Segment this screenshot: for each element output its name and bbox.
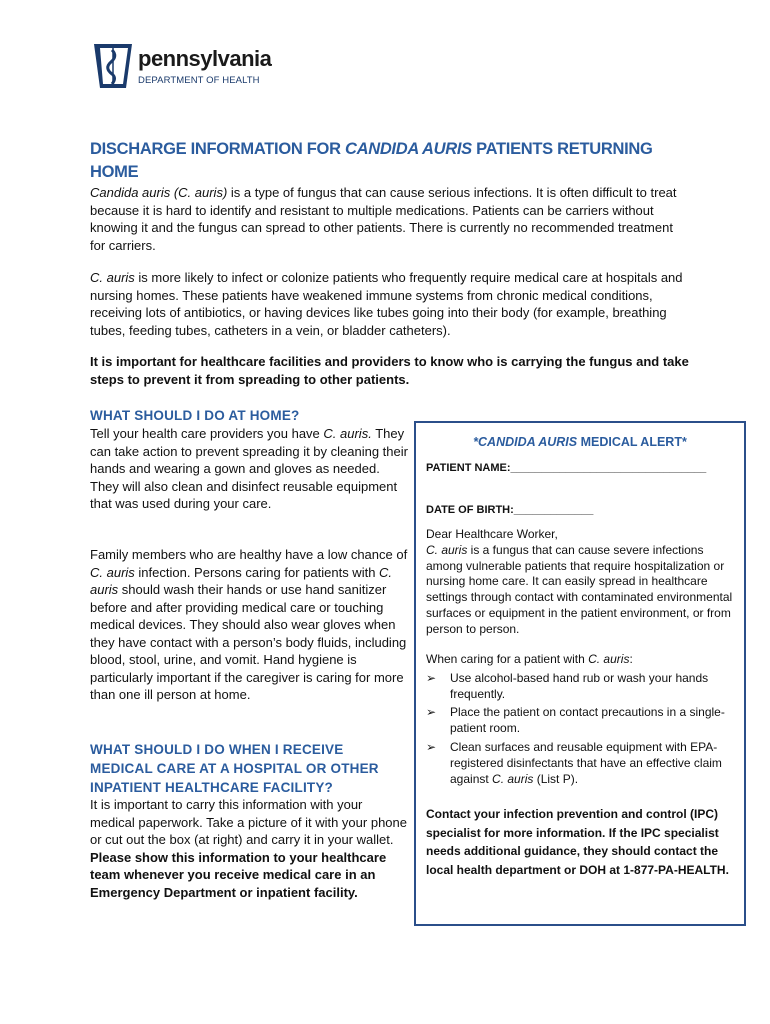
list-item: ➢ Clean surfaces and reusable equipment with EPA-registered disinfectants that have an effective claim against C. auris (List P). [426, 739, 722, 786]
page-title: DISCHARGE INFORMATION FOR CANDIDA AURIS PATIENTS RETURNING HOME [90, 140, 653, 181]
receive-care-heading: WHAT SHOULD I DO WHEN I RECEIVE MEDICAL CARE AT A HOSPITAL OR OTHER INPATIENT HEALTHCARE FACILITY? [90, 742, 379, 795]
intro-paragraph-1: Candida auris (C. auris) is a type of fungus that can cause serious infections. It is often difficult to treat because it is hard to identify and resistant to multiple medications. Patients can be carriers without knowing it and the fungus can spread to other patients. There is currently no recommended treatment for carriers. [90, 185, 677, 253]
keystone-icon [90, 40, 136, 90]
medical-alert-box [414, 421, 746, 926]
arrow-bullet-icon: ➢ [426, 739, 437, 754]
alert-precautions: When caring for a patient with C. auris: ➢ Use alcohol-based hand rub or wash your hands frequently. ➢ Place the patient on contact precautions in a single-patient room. ➢ Clean surfaces and reusable equipment with EPA-registered disinfectants that have an effective claim against C. auris (List P). [426, 652, 738, 787]
logo-name: pennsylvania [138, 46, 272, 71]
receive-care-paragraph: It is important to carry this information with your medical paperwork. Take a picture of it with your phone or cut out the box (at right) and carry it in your wallet. Please show this information to your healthcare team whenever you receive medical care in an Emergency Department or inpatient facility. [90, 797, 407, 900]
patient-name-field: PATIENT NAME:________________________________ [426, 462, 707, 474]
date-of-birth-field: DATE OF BIRTH:_____________ [426, 504, 594, 516]
logo-department: DEPARTMENT OF HEALTH [138, 75, 260, 86]
intro-paragraph-2: C. auris is more likely to infect or colonize patients who frequently require medical care at hospitals and nursing homes. These patients have weakened immune systems from chronic medical conditions, receiving lots of antibiotics, or having devices like tubes going into their body (for example, breathing tubes, feeding tubes, catheters in a vein, or bladder catheters). [90, 270, 683, 338]
arrow-bullet-icon: ➢ [426, 705, 437, 720]
ipc-contact-info: Contact your infection prevention and control (IPC) specialist for more information. If the IPC specialist needs additional guidance, they should contact the local health department or DOH at 1-877-PA-HEALTH. [426, 807, 729, 877]
alert-title: *CANDIDA AURIS MEDICAL ALERT* [473, 435, 687, 449]
intro-paragraph-3: It is important for healthcare facilities and providers to know who is carrying the fungus and take steps to prevent it from spreading to other patients. [90, 354, 689, 387]
home-paragraph-1: Tell your health care providers you have C. auris. They can take action to prevent spreading it by cleaning their hands and wearing a gown and gloves as needed. They will also clean and disinfect reusable equipment that was used during your care. [90, 426, 408, 511]
home-heading: WHAT SHOULD I DO AT HOME? [90, 408, 300, 423]
alert-description: Dear Healthcare Worker, C. auris is a fungus that can cause severe infections among vulnerable patients that require hospitalization or nursing home care. It can easily spread in healthcare settings through contact with contaminated environmental surfaces or equipment in the patient environment, or from person to person. [426, 527, 733, 636]
list-item: ➢ Place the patient on contact precautions in a single-patient room. [426, 705, 725, 736]
home-paragraph-2: Family members who are healthy have a low chance of C. auris infection. Persons caring for patients with C. auris should wash their hands or use hand sanitizer before and after providing medical care or touching medical devices. They should also wear gloves when they have contact with a person’s body fluids, including blood, stool, urine, and vomit. Hand hygiene is particularly important if the caregiver is caring for more than one ill person at home. [90, 547, 408, 702]
arrow-bullet-icon: ➢ [426, 670, 437, 685]
list-item: ➢ Use alcohol-based hand rub or wash your hands frequently. [426, 670, 709, 701]
pa-logo [90, 40, 290, 96]
